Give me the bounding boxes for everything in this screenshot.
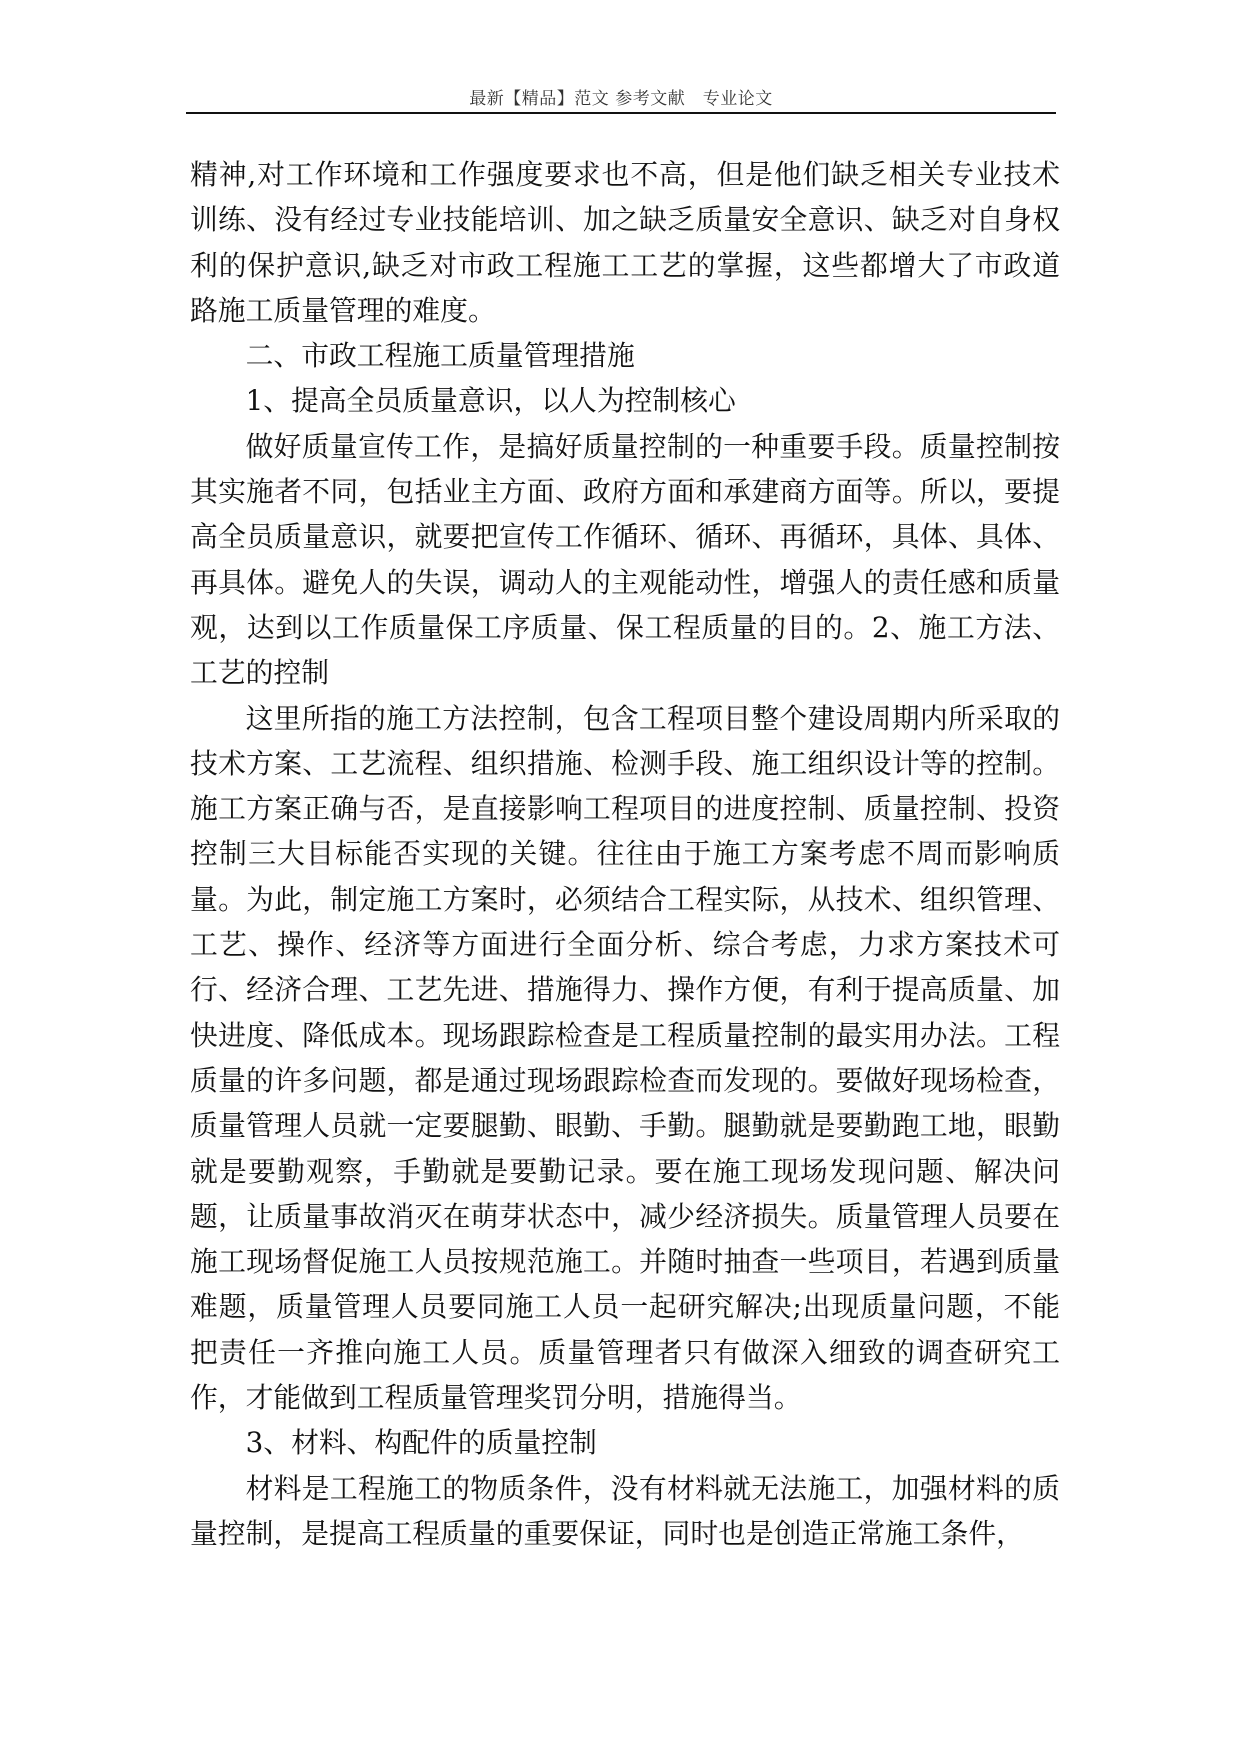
paragraph: 材料是工程施工的物质条件，没有材料就无法施工，加强材料的质量控制，是提高工程质量的重要保证，同时也是创造正常施工条件， <box>190 1471 1060 1550</box>
subsection-heading: 3、材料、构配件的质量控制 <box>245 1426 597 1460</box>
page-header: 最新【精品】范文 参考文献 专业论文 <box>469 89 773 109</box>
header-divider <box>186 112 1056 114</box>
document-body <box>190 152 1060 1556</box>
section-heading: 二、市政工程施工质量管理措施 <box>245 339 635 373</box>
subsection-heading: 1、提高全员质量意识，以人为控制核心 <box>245 384 736 418</box>
paragraph-continuation: 精神,对工作环境和工作强度要求也不高，但是他们缺乏相关专业技术训练、没有经过专业技能培训、加之缺乏质量安全意识、缺乏对自身权利的保护意识,缺乏对市政工程施工工艺的掌握，这些都增大了市政道路施工质量管理的难度。 <box>190 158 1060 327</box>
paragraph: 这里所指的施工方法控制，包含工程项目整个建设周期内所采取的技术方案、工艺流程、组织措施、检测手段、施工组织设计等的控制。施工方案正确与否，是直接影响工程项目的进度控制、质量控制、投资控制三大目标能否实现的关键。往往由于施工方案考虑不周而影响质量。为此，制定施工方案时，必须结合工程实际，从技术、组织管理、工艺、操作、经济等方面进行全面分析、综合考虑，力求方案技术可行、经济合理、工艺先进、措施得力、操作方便，有利于提高质量、加快进度、降低成本。现场跟踪检查是工程质量控制的最实用办法。工程质量的许多问题，都是通过现场跟踪检查而发现的。要做好现场检查，质量管理人员就一定要腿勤、眼勤、手勤。腿勤就是要勤跑工地，眼勤就是要勤观察，手勤就是要勤记录。要在施工现场发现问题、解决问题，让质量事故消灭在萌芽状态中，减少经济损失。质量管理人员要在施工现场督促施工人员按规范施工。并随时抽查一些项目，若遇到质量难题，质量管理人员要同施工人员一起研究解决;出现质量问题，不能把责任一齐推向施工人员。质量管理者只有做深入细致的调查研究工作，才能做到工程质量管理奖罚分明，措施得当。 <box>190 701 1060 1415</box>
paragraph: 做好质量宣传工作，是搞好质量控制的一种重要手段。质量控制按其实施者不同，包括业主方面、政府方面和承建商方面等。所以，要提高全员质量意识，就要把宣传工作循环、循环、再循环，具体、具体、再具体。避免人的失误，调动人的主观能动性，增强人的责任感和质量观，达到以工作质量保工序质量、保工程质量的目的。2、施工方法、工艺的控制 <box>190 429 1060 690</box>
